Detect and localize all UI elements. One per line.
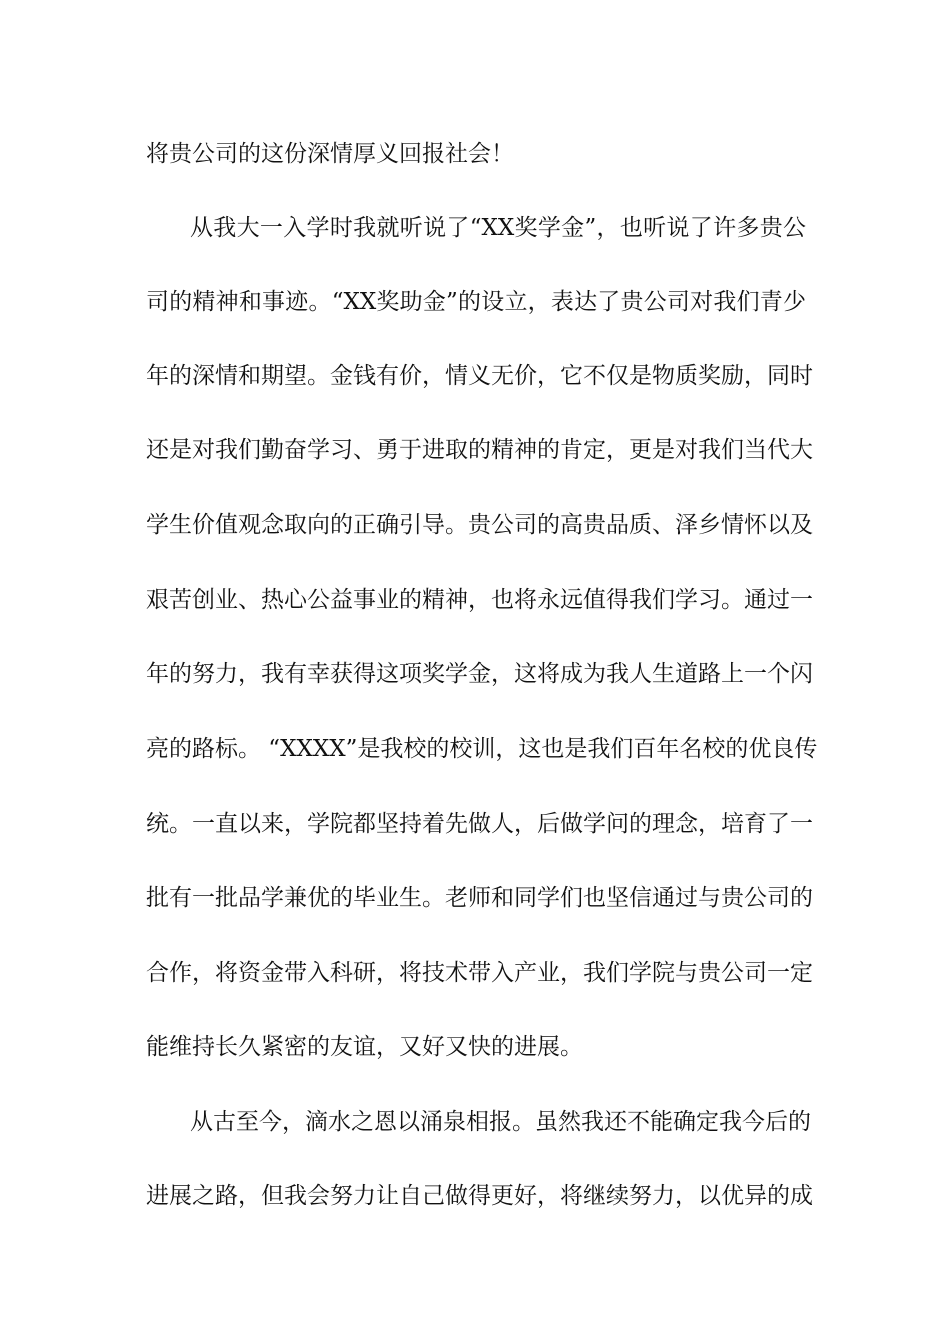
text-line-9: 亮的路标。 “XXXX”是我校的校训，这也是我们百年名校的优良传: [146, 736, 818, 762]
text-line-12: 合作，将资金带入科研，将技术带入产业，我们学院与贵公司一定: [146, 960, 813, 986]
text-line-4: 年的深情和期望。金钱有价，情义无价，它不仅是物质奖励，同时: [146, 363, 813, 389]
text-line-15: 进展之路，但我会努力让自己做得更好，将继续努力，以优异的成: [146, 1183, 813, 1209]
text-line-10: 统。一直以来，学院都坚持着先做人，后做学问的理念，培育了一: [146, 811, 813, 837]
text-line-5: 还是对我们勤奋学习、勇于进取的精神的肯定，更是对我们当代大: [146, 437, 813, 463]
text-line-8: 年的努力，我有幸获得这项奖学金，这将成为我人生道路上一个闪: [146, 661, 813, 687]
text-line-1: 将贵公司的这份深情厚义回报社会！: [146, 141, 514, 167]
text-line-6: 学生价值观念取向的正确引导。贵公司的高贵品质、泽乡情怀以及: [146, 512, 813, 538]
text-line-7: 艰苦创业、热心公益事业的精神，也将永远值得我们学习。通过一: [146, 587, 813, 613]
text-line-2: 从我大一入学时我就听说了“XX奖学金”，也听说了许多贵公: [190, 215, 806, 241]
text-line-11: 批有一批品学兼优的毕业生。老师和同学们也坚信通过与贵公司的: [146, 885, 813, 911]
text-line-13: 能维持长久紧密的友谊，又好又快的进展。: [146, 1034, 583, 1060]
text-line-3: 司的精神和事迹。“XX奖助金”的设立，表达了贵公司对我们青少: [146, 289, 806, 315]
text-line-14: 从古至今，滴水之恩以涌泉相报。虽然我还不能确定我今后的: [190, 1109, 811, 1135]
